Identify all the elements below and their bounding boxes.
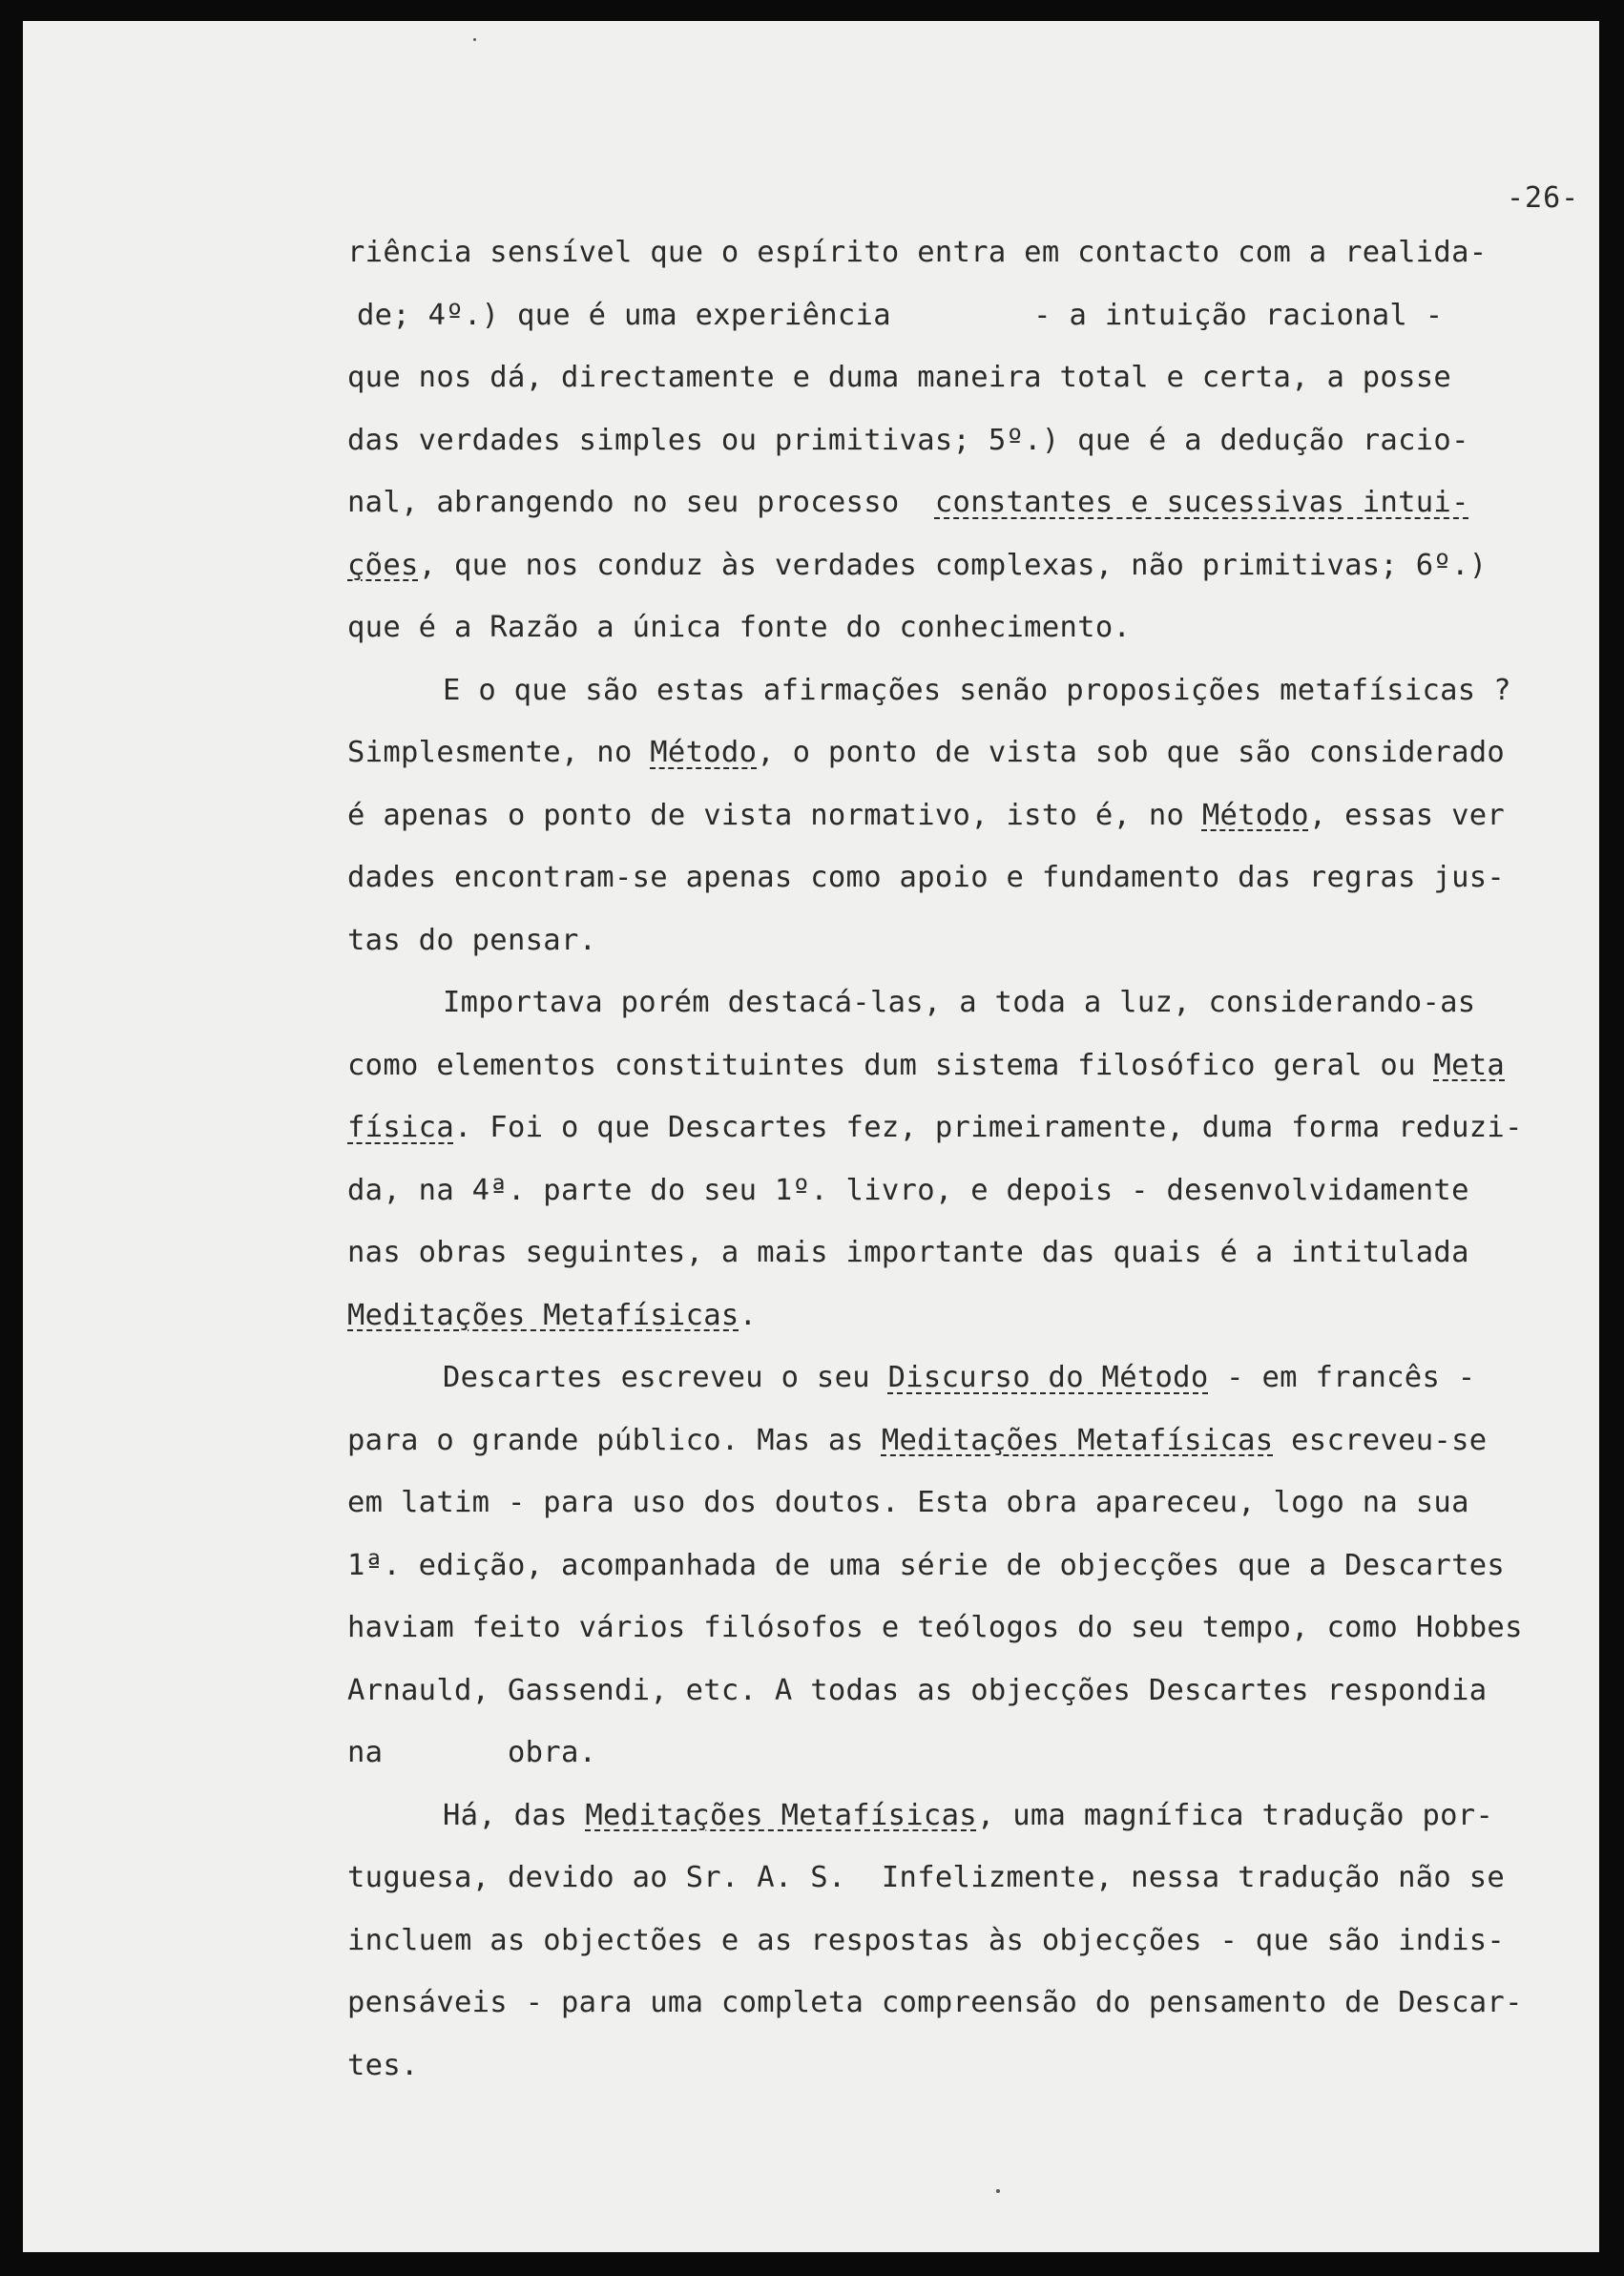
text-segment: que é a Razão a única fonte do conhecimento. (347, 611, 1132, 644)
text-line (347, 1159, 1578, 1222)
text-segment: nas obras seguintes, a mais importante das quais é a intitulada (347, 1236, 1469, 1269)
text-segment: Há, das (443, 1798, 586, 1832)
underlined-title: física (347, 1111, 454, 1144)
text-segment: na obra. (347, 1736, 597, 1769)
text-segment: E o que são estas afirmações senão proposições metafísicas ? (443, 673, 1511, 707)
text-line (347, 534, 1578, 597)
text-segment: incluem as objectões e as respostas às objecções - que são indis- (347, 1923, 1506, 1957)
text-line (347, 1910, 1578, 1973)
text-segment: riência sensível que o espírito entra em contacto com a realida- (347, 236, 1488, 269)
ink-speck (996, 2189, 1000, 2193)
underlined-title: Discurso do Método (887, 1361, 1209, 1394)
text-line (347, 1034, 1578, 1097)
text-line (347, 1409, 1578, 1472)
text-line (347, 1785, 1578, 1848)
text-segment: , essas ver (1308, 798, 1506, 832)
text-segment: tas do pensar. (347, 923, 597, 957)
text-line (347, 596, 1578, 659)
text-line (347, 1096, 1578, 1159)
text-segment: em latim - para uso dos doutos. Esta obra apareceu, logo na sua (347, 1486, 1469, 1519)
text-segment: Importava porém destacá-las, a toda a luz, considerando-as (443, 986, 1476, 1019)
text-segment: dades encontram-se apenas como apoio e fundamento das regras jus- (347, 861, 1506, 894)
text-segment: para o grande público. Mas as (347, 1423, 882, 1457)
text-line (347, 846, 1578, 909)
text-line (347, 1222, 1578, 1284)
text-segment: como elementos constituintes dum sistema filosófico geral ou (347, 1048, 1434, 1082)
text-line (347, 1597, 1578, 1660)
text-line (347, 971, 1578, 1034)
text-line (347, 721, 1578, 784)
text-segment: - em francês - (1208, 1361, 1476, 1394)
text-line (347, 1972, 1578, 2035)
text-line (347, 1284, 1578, 1347)
text-line (347, 784, 1578, 847)
text-segment: escreveu-se (1273, 1423, 1488, 1457)
text-segment: Arnauld, Gassendi, etc. A todas as objecções Descartes respondia (347, 1673, 1488, 1707)
text-line (347, 659, 1578, 722)
text-segment: das verdades simples ou primitivas; 5º.) que é a dedução racio- (347, 423, 1469, 457)
text-segment: que nos dá, directamente e duma maneira total e certa, a posse (347, 361, 1452, 394)
text-line (347, 409, 1578, 472)
underlined-title: Método (650, 736, 758, 769)
underlined-title: ções (347, 548, 419, 582)
text-line (347, 284, 1578, 347)
page-number: -26- (1507, 181, 1580, 215)
text-segment: de; 4º.) que é uma experiência - a intuição racional - (357, 298, 1444, 332)
text-segment: 1ª. edição, acompanhada de uma série de objecções que a Descartes (347, 1548, 1506, 1582)
text-segment: , uma magnífica tradução por- (976, 1798, 1494, 1832)
text-segment: tuguesa, devido ao Sr. A. S. Infelizmente, nessa tradução não se (347, 1861, 1506, 1894)
text-line (347, 1347, 1578, 1409)
text-segment: , o ponto de vista sob que são considerado (757, 736, 1506, 769)
text-line (347, 346, 1578, 409)
ink-speck (473, 38, 476, 41)
text-segment: pensáveis - para uma completa compreensão do pensamento de Descar- (347, 1986, 1523, 2019)
text-segment: haviam feito vários filósofos e teólogos do seu tempo, como Hobbes (347, 1611, 1523, 1644)
underlined-title: Meta (1433, 1048, 1506, 1082)
text-line (347, 1472, 1578, 1535)
body-text (347, 221, 1578, 2097)
text-line (347, 909, 1578, 972)
text-line (347, 1660, 1578, 1723)
text-line (347, 1847, 1578, 1910)
text-line (347, 1535, 1578, 1597)
underlined-title: Meditações Metafísicas (881, 1423, 1274, 1457)
text-segment: nal, abrangendo no seu processo (347, 486, 935, 519)
text-line (347, 471, 1578, 534)
text-segment: . (739, 1298, 758, 1332)
text-segment: , que nos conduz às verdades complexas, não primitivas; 6º.) (418, 548, 1488, 582)
underlined-title: constantes e sucessivas intui- (934, 486, 1469, 519)
underlined-title: Meditações Metafísicas (347, 1298, 739, 1332)
text-line (347, 1722, 1578, 1785)
text-segment: é apenas o ponto de vista normativo, isto é, no (347, 798, 1202, 832)
text-segment: Simplesmente, no (347, 736, 651, 769)
text-segment: . Foi o que Descartes fez, primeiramente, duma forma reduzi- (453, 1111, 1523, 1144)
underlined-title: Método (1201, 798, 1309, 832)
text-segment: tes. (347, 2048, 419, 2082)
text-segment: Descartes escreveu o seu (443, 1361, 888, 1394)
text-line (347, 2035, 1578, 2098)
underlined-title: Meditações Metafísicas (585, 1798, 977, 1832)
text-segment: da, na 4ª. parte do seu 1º. livro, e depois - desenvolvidamente (347, 1173, 1469, 1207)
typewritten-page (23, 21, 1599, 2252)
text-line (347, 221, 1578, 284)
